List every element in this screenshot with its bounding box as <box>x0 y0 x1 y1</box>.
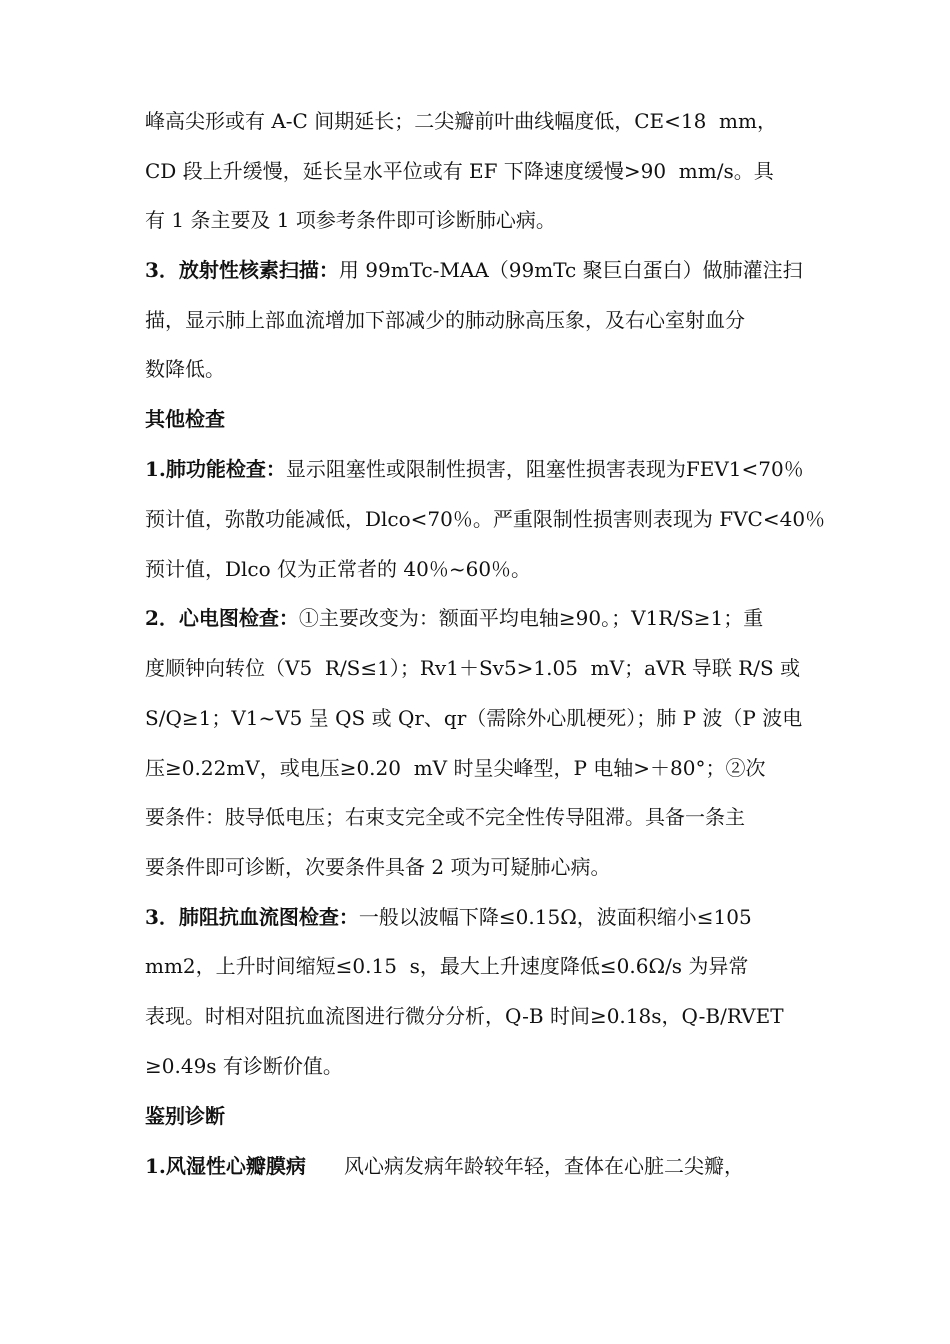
text-run: 风心病发病年龄较年轻，查体在心脏二尖瓣， <box>305 1154 745 1178</box>
text-line: 峰高尖形或有 A-C 间期延长；二尖瓣前叶曲线幅度低，CE<18 mm， <box>145 109 777 133</box>
text-run: 用 99mTc-MAA（99mTc 聚巨白蛋白）做肺灌注扫 <box>338 258 803 282</box>
text-line: 表现。时相对阻抗血流图进行微分分析，Q-B 时间≥0.18s，Q-B/RVET <box>145 1004 784 1028</box>
paragraph-heading: 3．放射性核素扫描： <box>145 258 339 282</box>
paragraph-line <box>145 1151 744 1181</box>
paragraph-heading: 1.风湿性心瓣膜病 <box>145 1154 306 1178</box>
text-run: 一般以波幅下降≤0.15Ω，波面积缩小≤105 <box>358 905 752 929</box>
text-line: 预计值，Dlco 仅为正常者的 40％~60％。 <box>145 557 532 581</box>
section-heading: 其他检查 <box>145 407 225 431</box>
section-heading: 鉴别诊断 <box>145 1104 225 1128</box>
text-line: 要条件：肢导低电压；右束支完全或不完全性传导阻滞。具备一条主 <box>145 805 745 829</box>
paragraph-line <box>145 255 803 285</box>
paragraph-line <box>145 603 763 633</box>
text-line: 预计值，弥散功能减低，Dlco<70％。严重限制性损害则表现为 FVC<40％ <box>145 507 826 531</box>
text-run: 显示阻塞性或限制性损害，阻塞性损害表现为FEV1<70％ <box>285 457 804 481</box>
text-line: 有 1 条主要及 1 项参考条件即可诊断肺心病。 <box>145 208 556 232</box>
text-line: 度顺钟向转位（V5 R/S≤1）；Rv1＋Sv5>1.05 mV；aVR 导联 R/S 或 <box>145 656 801 680</box>
text-line: S/Q≥1；V1~V5 呈 QS 或 Qr、qr（需除外心肌梗死）；肺 P 波（P 波电 <box>145 706 803 730</box>
text-line: 描，显示肺上部血流增加下部减少的肺动脉高压象，及右心室射血分 <box>145 308 745 332</box>
text-line: ≥0.49s 有诊断价值。 <box>145 1054 343 1078</box>
text-line: mm2，上升时间缩短≤0.15 s，最大上升速度降低≤0.6Ω/s 为异常 <box>145 954 749 978</box>
paragraph-line <box>145 454 804 484</box>
text-line: CD 段上升缓慢，延长呈水平位或有 EF 下降速度缓慢>90 mm/s。具 <box>145 159 774 183</box>
text-run: ①主要改变为：额面平均电轴≥90。；V1R/S≥1；重 <box>298 606 764 630</box>
paragraph-heading: 1.肺功能检查： <box>145 457 286 481</box>
text-line: 要条件即可诊断，次要条件具备 2 项为可疑肺心病。 <box>145 855 611 879</box>
paragraph-line <box>145 902 752 932</box>
text-line: 压≥0.22mV，或电压≥0.20 mV 时呈尖峰型，P 电轴>＋80°；②次 <box>145 756 766 780</box>
paragraph-heading: 2．心电图检查： <box>145 606 299 630</box>
paragraph-heading: 3．肺阻抗血流图检查： <box>145 905 359 929</box>
text-line: 数降低。 <box>145 357 225 381</box>
